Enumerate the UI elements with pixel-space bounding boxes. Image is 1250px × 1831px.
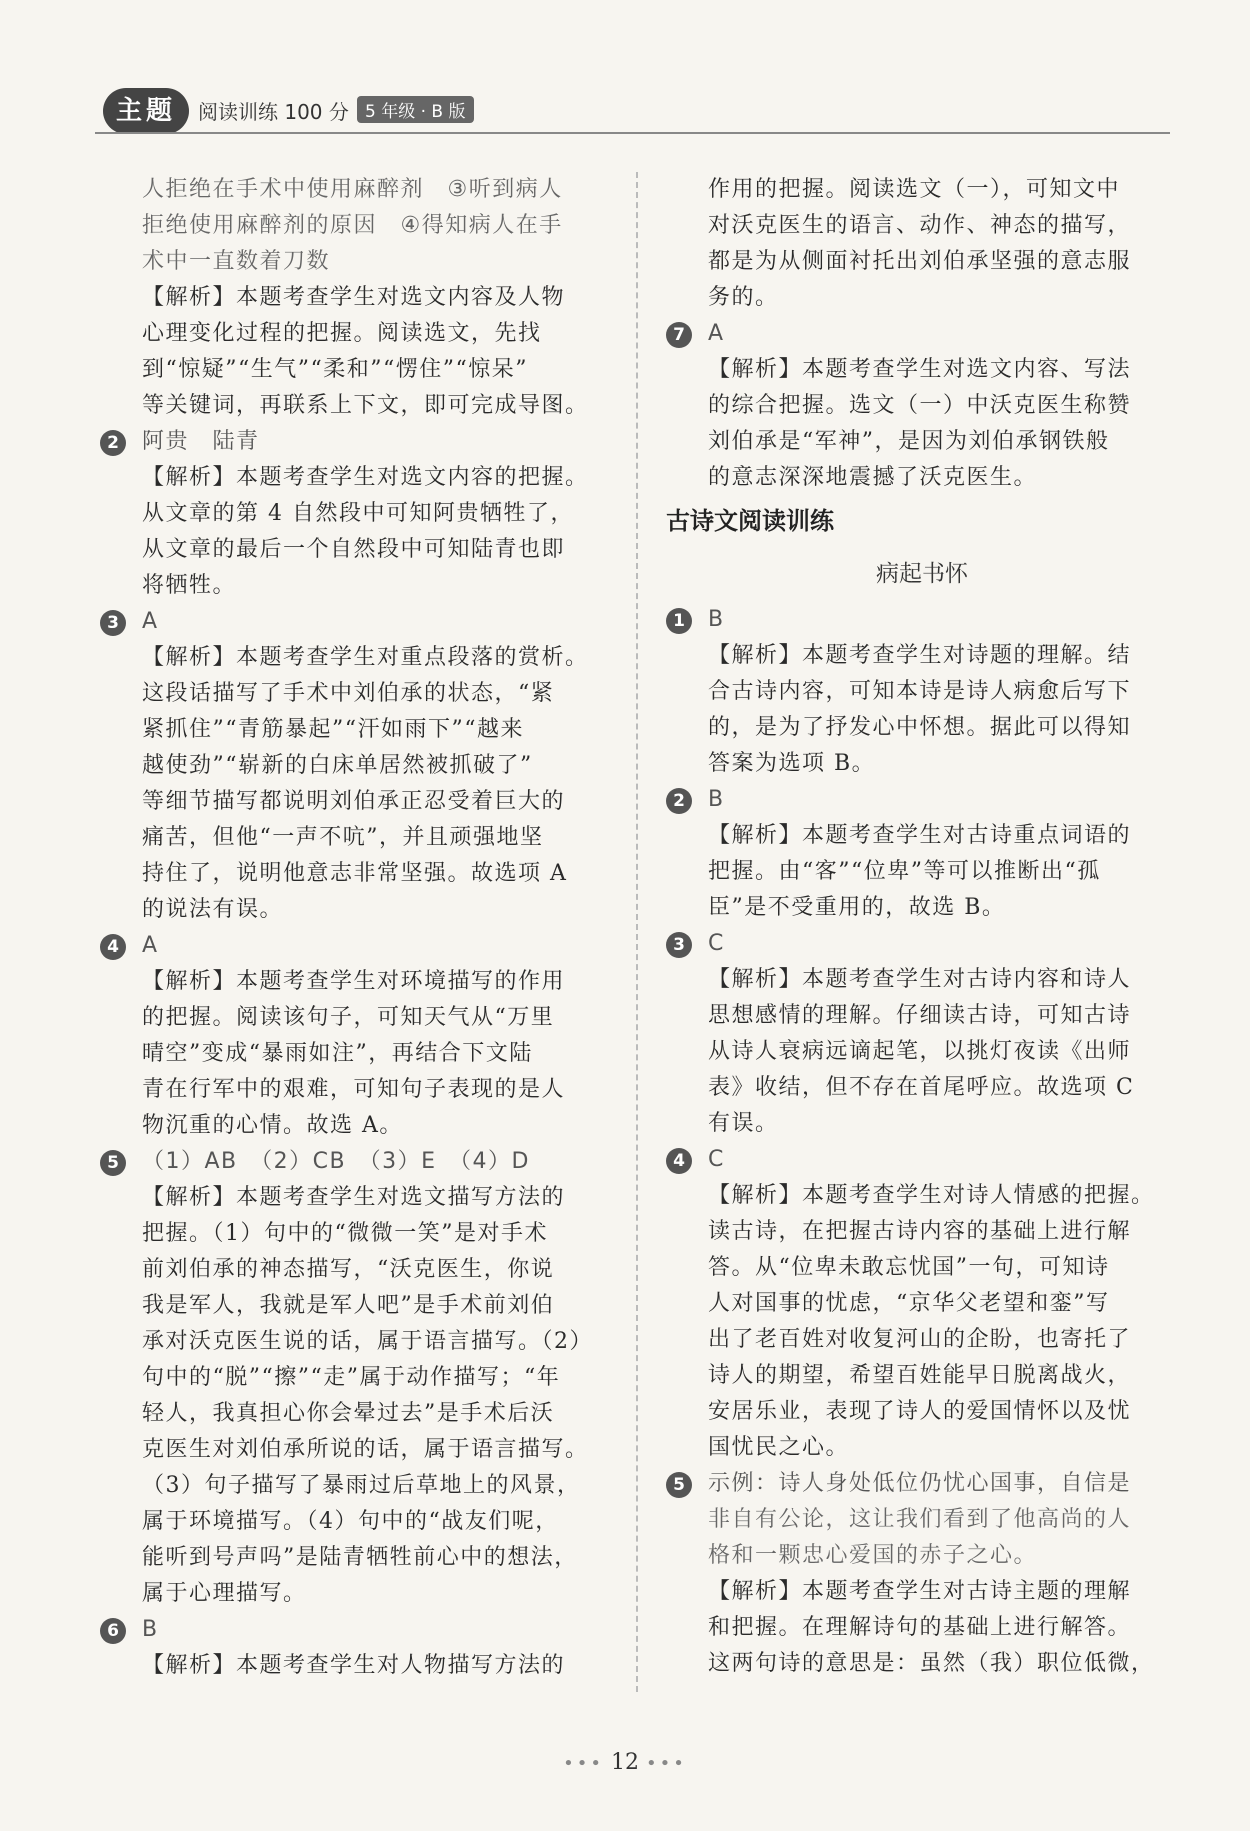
text-line: 【解析】本题考查学生对诗题的理解。结 <box>708 643 1132 668</box>
text-line: 答案为选项 B。 <box>708 751 876 776</box>
text-line: 【解析】本题考查学生对古诗内容和诗人 <box>708 967 1132 992</box>
text-line: 【解析】本题考查学生对选文内容、写法 <box>708 357 1132 382</box>
text-line: 从文章的最后一个自然段中可知陆青也即 <box>142 537 566 562</box>
book-title: 阅读训练 100 分 <box>198 100 349 124</box>
text-line: 出了老百姓对收复河山的企盼，也寄托了 <box>708 1327 1132 1352</box>
question-number-badge: 4 <box>100 934 126 960</box>
text-line: 把握。由“客”“位卑”等可以推断出“孤 <box>708 859 1101 884</box>
text-line: 把握。（1）句中的“微微一笑”是对手术 <box>142 1221 548 1246</box>
text-line: 读古诗，在把握古诗内容的基础上进行解 <box>708 1219 1132 1244</box>
text-line: 【解析】本题考查学生对选文描写方法的 <box>142 1185 566 1210</box>
text-line: 格和一颗忠心爱国的赤子之心。 <box>708 1543 1038 1568</box>
question-number-badge: 5 <box>100 1150 126 1176</box>
series-logo: 主题 <box>103 88 189 134</box>
text-line: 【解析】本题考查学生对选文内容及人物 <box>142 285 566 310</box>
text-line: 能听到号声吗”是陆青牺牲前心中的想法， <box>142 1545 578 1570</box>
poem-title: 病起书怀 <box>876 561 968 587</box>
question-number-badge: 7 <box>666 322 692 348</box>
answer-text: B <box>142 1617 159 1642</box>
question-number-badge: 3 <box>666 932 692 958</box>
text-line: 物沉重的心情。故选 A。 <box>142 1113 403 1138</box>
answer-line <box>666 602 1178 638</box>
text-line: 【解析】本题考查学生对人物描写方法的 <box>142 1653 566 1678</box>
text-line: 痛苦，但他“一声不吭”，并且顽强地坚 <box>142 825 544 850</box>
question-number-badge: 2 <box>100 430 126 456</box>
answer-line <box>666 1142 1178 1178</box>
answer-text: 阿贵 陆青 <box>142 429 260 454</box>
text-line: 合古诗内容，可知本诗是诗人病愈后写下 <box>708 679 1132 704</box>
page-footer <box>0 1750 1250 1775</box>
text-line: 有误。 <box>708 1111 779 1136</box>
answer-text: （1）AB （2）CB （3）E （4）D <box>142 1149 530 1174</box>
left-column <box>100 172 615 1684</box>
text-line: 紧抓住”“青筋暴起”“汗如雨下”“越来 <box>142 717 524 742</box>
text-line: 从诗人衰病远谪起笔，以挑灯夜读《出师 <box>708 1039 1132 1064</box>
answer-line <box>666 316 1178 352</box>
answer-line <box>666 782 1178 818</box>
text-line: 这两句诗的意思是：虽然（我）职位低微， <box>708 1651 1155 1676</box>
question-number-badge: 3 <box>100 610 126 636</box>
text-line: 【解析】本题考查学生对诗人情感的把握。 <box>708 1183 1155 1208</box>
answer-line <box>100 424 615 460</box>
text-line: （3）句子描写了暴雨过后草地上的风景， <box>142 1473 581 1498</box>
answer-line <box>100 1612 615 1648</box>
text-line: 前刘伯承的神态描写，“沃克医生，你说 <box>142 1257 555 1282</box>
text-line: 和把握。在理解诗句的基础上进行解答。 <box>708 1615 1132 1640</box>
section-title: 古诗文阅读训练 <box>666 507 834 535</box>
text-line: 【解析】本题考查学生对古诗重点词语的 <box>708 823 1132 848</box>
answer-text: A <box>142 609 159 634</box>
text-line: 术中一直数着刀数 <box>142 249 331 274</box>
text-line: 表》收结，但不存在首尾呼应。故选项 C <box>708 1075 1135 1100</box>
text-line: 答。从“位卑未敢忘忧国”一句，可知诗 <box>708 1255 1110 1280</box>
text-line: 务的。 <box>708 285 779 310</box>
text-line: 拒绝使用麻醉剂的原因 ④得知病人在手 <box>142 213 563 238</box>
text-line: 都是为从侧面衬托出刘伯承坚强的意志服 <box>708 249 1132 274</box>
text-line: 等细节描写都说明刘伯承正忍受着巨大的 <box>142 789 566 814</box>
text-line: 【解析】本题考查学生对选文内容的把握。 <box>142 465 589 490</box>
text-line: 晴空”变成“暴雨如注”，再结合下文陆 <box>142 1041 533 1066</box>
text-line: 国忧民之心。 <box>708 1435 850 1460</box>
text-line: 轻人，我真担心你会晕过去”是手术后沃 <box>142 1401 555 1426</box>
answer-text: B <box>708 787 725 812</box>
question-number-badge: 1 <box>666 608 692 634</box>
question-number-badge: 5 <box>666 1472 692 1498</box>
text-line: 人对国事的忧虑，“京华父老望和銮”写 <box>708 1291 1110 1316</box>
footer-dots-left: ••• <box>563 1753 604 1774</box>
answer-text: C <box>708 1147 725 1172</box>
text-line: 将牺牲。 <box>142 573 237 598</box>
answer-line <box>100 928 615 964</box>
text-line: 到“惊疑”“生气”“柔和”“愣住”“惊呆” <box>142 357 528 382</box>
answer-line <box>666 926 1178 962</box>
footer-dots-right: ••• <box>646 1753 687 1774</box>
text-line: 的意志深深地震撼了沃克医生。 <box>708 465 1038 490</box>
text-line: 【解析】本题考查学生对古诗主题的理解 <box>708 1579 1132 1604</box>
text-line: 对沃克医生的语言、动作、神态的描写， <box>708 213 1132 238</box>
text-line: 诗人的期望，希望百姓能早日脱离战火， <box>708 1363 1132 1388</box>
answer-line <box>666 1466 1178 1502</box>
answer-text: A <box>708 321 725 346</box>
text-line: 句中的“脱”“擦”“走”属于动作描写；“年 <box>142 1365 561 1390</box>
text-line: 人拒绝在手术中使用麻醉剂 ③听到病人 <box>142 177 563 202</box>
question-number-badge: 2 <box>666 788 692 814</box>
right-column <box>666 172 1178 1682</box>
answer-text: C <box>708 931 725 956</box>
text-line: 的综合把握。选文（一）中沃克医生称赞 <box>708 393 1132 418</box>
page-number: 12 <box>611 1750 639 1775</box>
question-number-badge: 4 <box>666 1148 692 1174</box>
page-header <box>95 88 1170 134</box>
text-line: 非自有公论，这让我们看到了他高尚的人 <box>708 1507 1132 1532</box>
header-rule <box>95 132 1170 134</box>
text-line: 青在行军中的艰难，可知句子表现的是人 <box>142 1077 566 1102</box>
answer-line <box>100 1144 615 1180</box>
grade-badge: 5 年级 · B 版 <box>357 96 474 123</box>
text-line: 从文章的第 4 自然段中可知阿贵牺牲了， <box>142 501 574 526</box>
text-line: 的把握。阅读该句子，可知天气从“万里 <box>142 1005 555 1030</box>
text-line: 思想感情的理解。仔细读古诗，可知古诗 <box>708 1003 1132 1028</box>
text-line: 持住了，说明他意志非常坚强。故选项 A <box>142 861 568 886</box>
question-number-badge: 6 <box>100 1618 126 1644</box>
text-line: 【解析】本题考查学生对重点段落的赏析。 <box>142 645 589 670</box>
text-line: 属于心理描写。 <box>142 1581 307 1606</box>
text-line: 越使劲”“崭新的白床单居然被抓破了” <box>142 753 533 778</box>
text-line: 的，是为了抒发心中怀想。据此可以得知 <box>708 715 1132 740</box>
text-line: 等关键词，再联系上下文，即可完成导图。 <box>142 393 589 418</box>
answer-text: 示例：诗人身处低位仍忧心国事，自信是 <box>708 1471 1132 1496</box>
answer-text: B <box>708 607 725 632</box>
column-divider <box>636 172 638 1692</box>
text-line: 克医生对刘伯承所说的话，属于语言描写。 <box>142 1437 589 1462</box>
text-line: 【解析】本题考查学生对环境描写的作用 <box>142 969 566 994</box>
text-line: 的说法有误。 <box>142 897 284 922</box>
text-line: 心理变化过程的把握。阅读选文，先找 <box>142 321 542 346</box>
text-line: 承对沃克医生说的话，属于语言描写。（2） <box>142 1329 593 1354</box>
text-line: 作用的把握。阅读选文（一），可知文中 <box>708 177 1121 202</box>
answer-text: A <box>142 933 159 958</box>
text-line: 我是军人，我就是军人吧”是手术前刘伯 <box>142 1293 555 1318</box>
text-line: 刘伯承是“军神”，是因为刘伯承钢铁般 <box>708 429 1110 454</box>
answer-line <box>100 604 615 640</box>
text-line: 安居乐业，表现了诗人的爱国情怀以及忧 <box>708 1399 1132 1424</box>
text-line: 臣”是不受重用的，故选 B。 <box>708 895 1006 920</box>
text-line: 这段话描写了手术中刘伯承的状态，“紧 <box>142 681 555 706</box>
text-line: 属于环境描写。（4）句中的“战友们呢， <box>142 1509 559 1534</box>
